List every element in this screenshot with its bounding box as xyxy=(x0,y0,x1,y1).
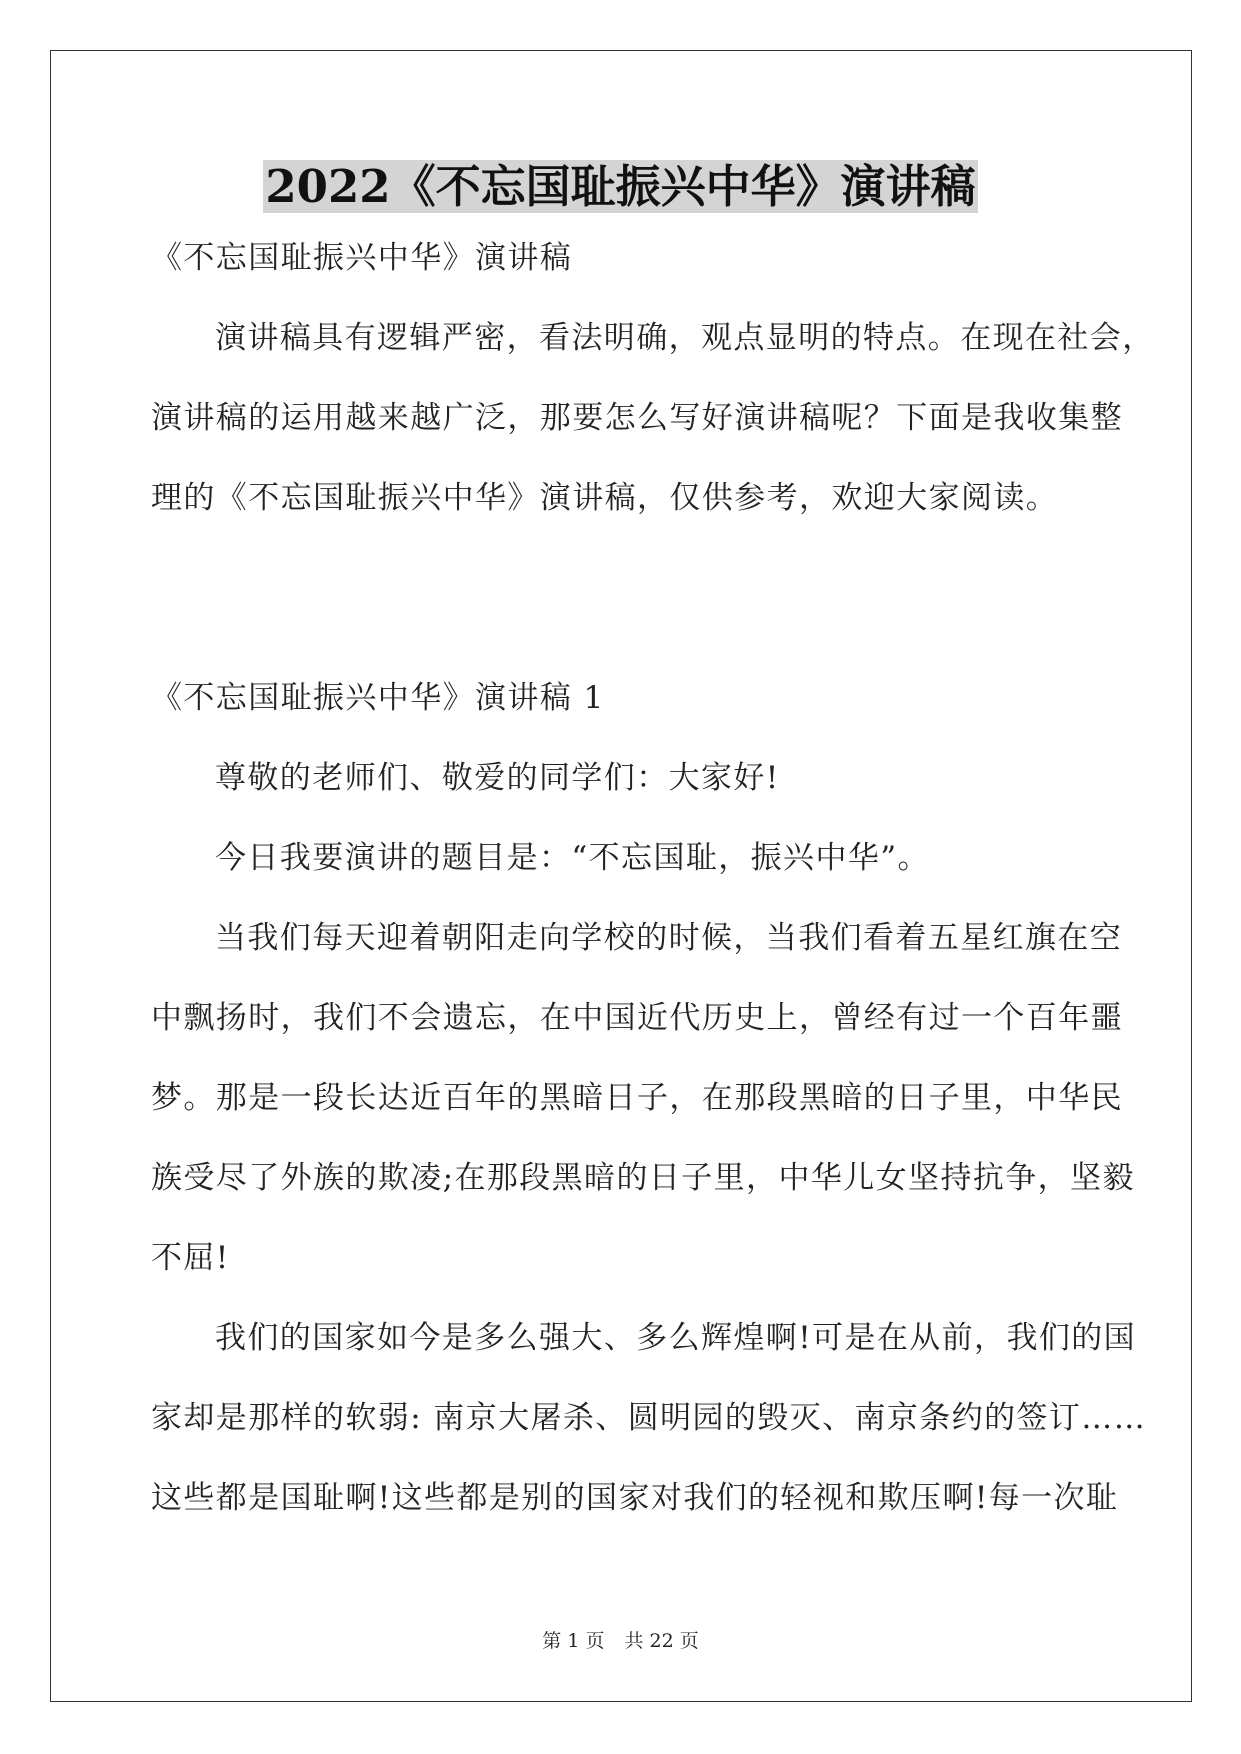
paragraph-line: 今日我要演讲的题目是：“不忘国耻，振兴中华”。 xyxy=(215,840,930,876)
topic-paragraph xyxy=(151,818,1091,898)
paragraph-line: 我们的国家如今是多么强大、多么辉煌啊!可是在从前，我们的国 xyxy=(215,1320,1137,1356)
subtitle-paragraph xyxy=(151,218,1091,298)
page-footer xyxy=(0,1626,1241,1656)
paragraph-line: 演讲稿具有逻辑严密，看法明确，观点显明的特点。在现在社会， xyxy=(215,320,1155,356)
paragraph-line: 尊敬的老师们、敬爱的同学们：大家好! xyxy=(215,760,780,796)
body-paragraph xyxy=(151,1298,1147,1538)
paragraph-line: 这些都是国耻啊!这些都是别的国家对我们的轻视和欺压啊!每一次耻 xyxy=(151,1480,1119,1516)
paragraph-line: 不屈! xyxy=(151,1240,230,1276)
page-number: 第 1 页 xyxy=(542,1630,605,1652)
document-title-text: 2022《不忘国耻振兴中华》演讲稿 xyxy=(265,160,976,213)
paragraph-line: 《不忘国耻振兴中华》演讲稿 1 xyxy=(151,680,605,716)
paragraph-line: 梦。那是一段长达近百年的黑暗日子，在那段黑暗的日子里，中华民 xyxy=(151,1080,1123,1116)
paragraph-line: 族受尽了外族的欺凌;在那段黑暗的日子里，中华儿女坚持抗争，坚毅 xyxy=(151,1160,1135,1196)
paragraph-line: 当我们每天迎着朝阳走向学校的时候，当我们看着五星红旗在空 xyxy=(215,920,1123,956)
document-title xyxy=(0,155,1241,219)
paragraph-line: 理的《不忘国耻振兴中华》演讲稿，仅供参考，欢迎大家阅读。 xyxy=(151,480,1059,516)
paragraph-line: 《不忘国耻振兴中华》演讲稿 xyxy=(151,240,573,276)
paragraph-line: 演讲稿的运用越来越广泛，那要怎么写好演讲稿呢？下面是我收集整 xyxy=(151,400,1123,436)
paragraph-line: 中飘扬时，我们不会遗忘，在中国近代历史上，曾经有过一个百年噩 xyxy=(151,1000,1123,1036)
page-total: 共 22 页 xyxy=(624,1630,699,1652)
intro-paragraph xyxy=(151,298,1155,538)
body-paragraph xyxy=(151,898,1135,1298)
section-heading xyxy=(151,658,1091,738)
paragraph-line: 家却是那样的软弱: 南京大屠杀、圆明园的毁灭、南京条约的签订…… xyxy=(151,1400,1147,1436)
greeting-paragraph xyxy=(151,738,1091,818)
